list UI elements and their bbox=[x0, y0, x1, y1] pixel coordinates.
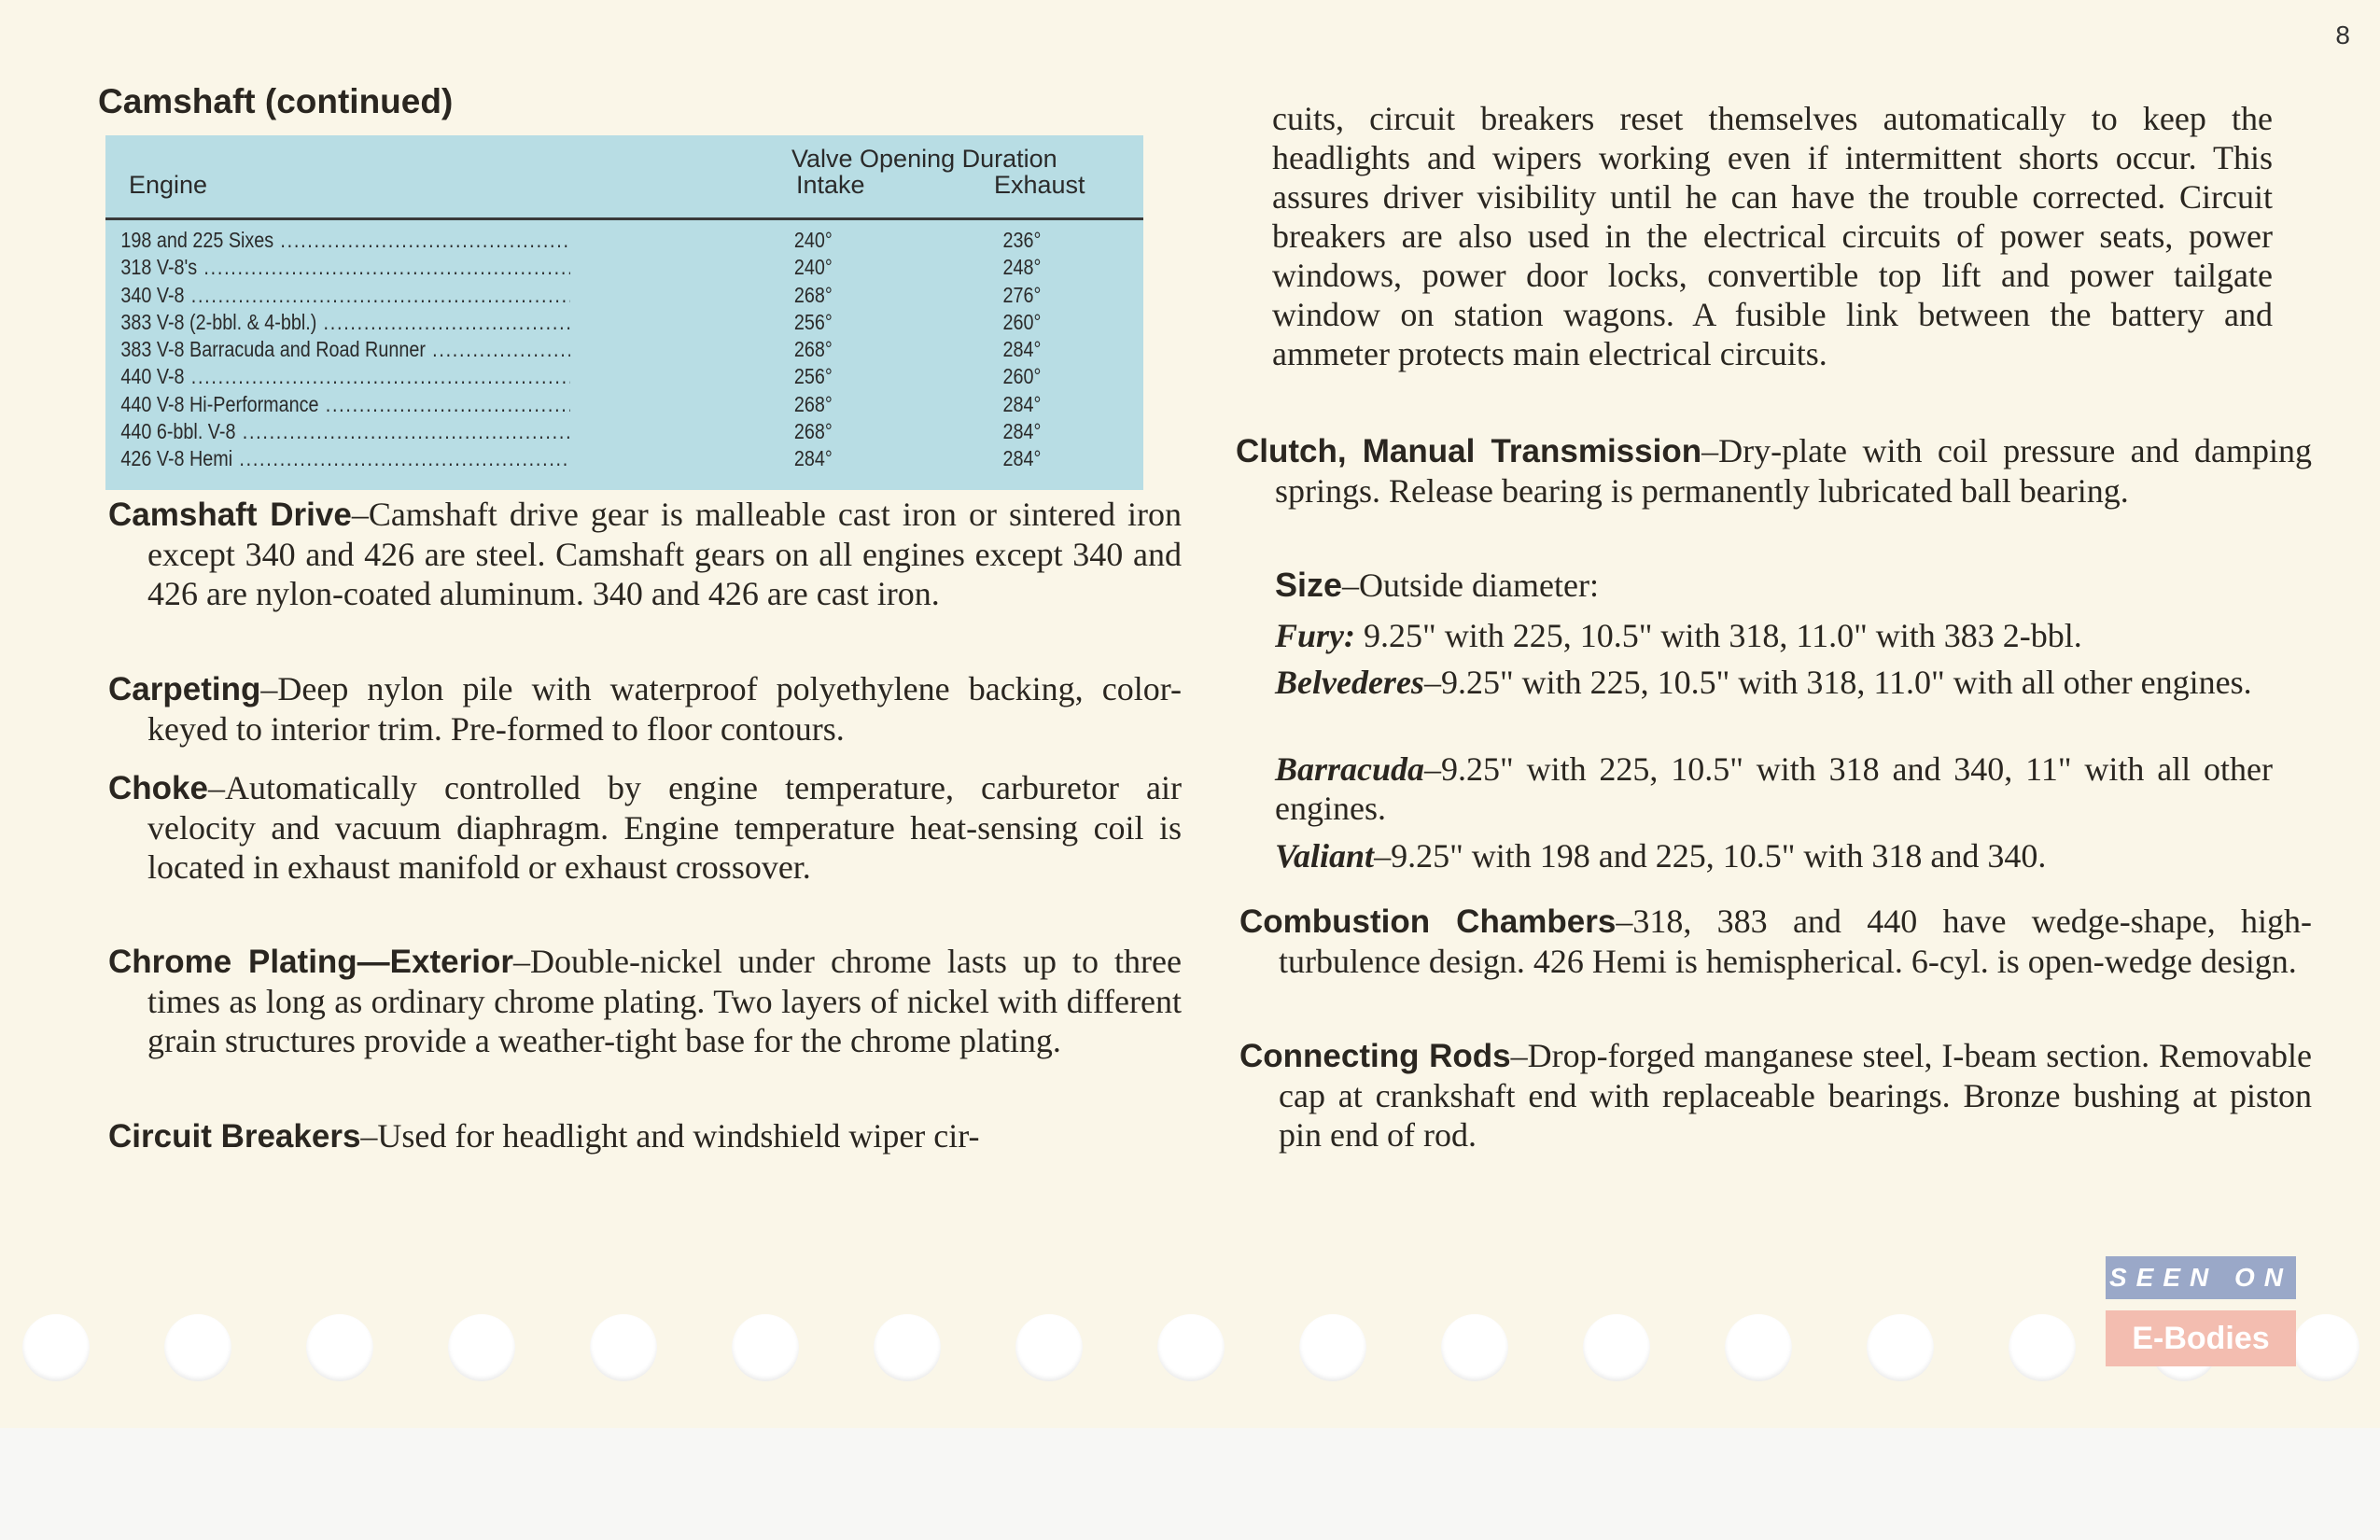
table-row bbox=[105, 419, 1141, 446]
entry-carpeting bbox=[108, 669, 1182, 749]
binder-hole bbox=[164, 1314, 231, 1381]
intake-cell: 240° bbox=[793, 255, 833, 280]
binder-hole bbox=[1583, 1314, 1650, 1381]
table-row bbox=[105, 283, 1141, 310]
entry-term: Connecting Rods bbox=[1239, 1038, 1511, 1074]
intake-cell: 240° bbox=[793, 228, 833, 252]
binder-hole bbox=[732, 1314, 799, 1381]
col-engine-header: Engine bbox=[129, 171, 208, 199]
intake-cell: 268° bbox=[793, 391, 833, 416]
intake-cell: 256° bbox=[793, 364, 833, 389]
entry-text: –Outside diameter: bbox=[1342, 567, 1599, 604]
entry-circuit-continued: cuits, circuit breakers reset themselves automatically to keep the headlights and wipers working even if intermittent shorts occur. This assures driver visibility until he can have the trouble corrected. Circuit breakers are also used in the electrical circuits of power seats, power windows, power door locks, convertible top lift and power tailgate window on station wagons. A fusible link between the battery and ammeter protects main electrical circuits. bbox=[1272, 100, 2273, 372]
entry-term: Size bbox=[1275, 566, 1343, 604]
engine-cell: 383 V-8 Barracuda and Road Runner ..... bbox=[120, 337, 570, 362]
entry-text: –Deep nylon pile with waterproof polyethylene backing, color-keyed to interior trim. Pre-formed to floor contours. bbox=[147, 670, 1182, 748]
entry-size bbox=[1275, 566, 2273, 605]
scan-margin bbox=[0, 1428, 2380, 1540]
entry-text: –Drop-forged manganese steel, I-beam section. Removable cap at crankshaft end with replaceable bearings. Bronze bushing at piston pin end of rod. bbox=[1279, 1037, 2312, 1154]
entry-term: Circuit Breakers bbox=[108, 1118, 361, 1155]
table-header bbox=[105, 135, 1143, 220]
entry-term: Fury: bbox=[1275, 617, 1356, 654]
entry-text: –9.25" with 198 and 225, 10.5" with 318 and 340. bbox=[1374, 837, 2047, 875]
entry-term: Choke bbox=[108, 770, 208, 806]
binder-hole bbox=[1441, 1314, 1508, 1381]
entry-text: –Dry-plate with coil pressure and damping springs. Release bearing is permanently lubricated ball bearing. bbox=[1275, 432, 2312, 510]
entry-circuit-breakers bbox=[108, 1116, 1182, 1156]
col-exhaust-header: Exhaust bbox=[994, 171, 1085, 199]
engine-cell: 383 V-8 (2-bbl. & 4-bbl.) ..... bbox=[120, 310, 570, 335]
binder-hole bbox=[1725, 1314, 1792, 1381]
entry-camshaft-drive bbox=[108, 495, 1182, 613]
exhaust-cell: 284° bbox=[1002, 337, 1042, 362]
binder-hole bbox=[1299, 1314, 1366, 1381]
entry-term: Clutch, Manual Transmission bbox=[1236, 433, 1702, 469]
entry-chrome-plating bbox=[108, 942, 1182, 1060]
exhaust-cell: 248° bbox=[1002, 255, 1042, 280]
engine-cell: 440 V-8 Hi-Performance ..... bbox=[120, 392, 570, 417]
table-row bbox=[105, 446, 1141, 473]
table-row bbox=[105, 310, 1141, 337]
entry-term: Carpeting bbox=[108, 671, 261, 707]
binder-hole bbox=[2009, 1314, 2076, 1381]
watermark-top: SEEN ON bbox=[2106, 1256, 2296, 1299]
watermark-badge bbox=[2106, 1256, 2296, 1374]
binder-hole bbox=[306, 1314, 373, 1381]
entry-text: –9.25" with 225, 10.5" with 318, 11.0" with all other engines. bbox=[1423, 664, 2252, 701]
table-row bbox=[105, 337, 1141, 364]
entry-barracuda bbox=[1275, 749, 2273, 828]
exhaust-cell: 284° bbox=[1002, 446, 1042, 471]
entry-connecting-rods bbox=[1239, 1036, 2312, 1155]
exhaust-cell: 236° bbox=[1002, 228, 1042, 252]
section-title: Camshaft (continued) bbox=[98, 82, 454, 120]
engine-cell: 440 6-bbl. V-8 ..... bbox=[120, 419, 570, 444]
intake-cell: 268° bbox=[793, 282, 833, 307]
binder-hole bbox=[2292, 1314, 2359, 1381]
entry-term: Barracuda bbox=[1275, 750, 1425, 788]
entry-text: –Double-nickel under chrome lasts up to three times as long as ordinary chrome plating. Two layers of nickel with different grain structures provide a weather-tight base for the chrome plating. bbox=[147, 943, 1183, 1059]
engine-cell: 198 and 225 Sixes ..... bbox=[120, 228, 570, 253]
engine-cell: 318 V-8's ..... bbox=[120, 255, 570, 280]
intake-cell: 268° bbox=[793, 337, 833, 362]
binder-hole bbox=[1015, 1314, 1083, 1381]
entry-text: –Used for headlight and windshield wiper cir- bbox=[360, 1117, 980, 1155]
entry-term: Valiant bbox=[1275, 837, 1375, 875]
binder-hole bbox=[590, 1314, 657, 1381]
table-body bbox=[105, 228, 1143, 474]
binder-hole bbox=[22, 1314, 90, 1381]
entry-fury bbox=[1275, 616, 2273, 655]
intake-cell: 256° bbox=[793, 309, 833, 334]
camshaft-table bbox=[105, 135, 1143, 490]
exhaust-cell: 260° bbox=[1002, 364, 1042, 389]
entry-text: –Automatically controlled by engine temperature, carburetor air velocity and vacuum diaphragm. Engine temperature heat-sensing coil is located in exhaust manifold or exhaust crossover. bbox=[147, 769, 1182, 886]
entry-clutch bbox=[1236, 431, 2312, 511]
engine-cell: 440 V-8 ..... bbox=[120, 364, 570, 389]
binder-hole bbox=[874, 1314, 941, 1381]
entry-valiant bbox=[1275, 836, 2273, 875]
col-group-header: Valve Opening Duration bbox=[791, 145, 1057, 173]
entry-term: Chrome Plating—Exterior bbox=[108, 944, 513, 980]
entry-choke bbox=[108, 768, 1182, 887]
entry-belvederes bbox=[1275, 663, 2273, 702]
entry-text: 9.25" with 225, 10.5" with 318, 11.0" with 383 2-bbl. bbox=[1355, 617, 2082, 654]
exhaust-cell: 260° bbox=[1002, 309, 1042, 334]
engine-cell: 340 V-8 ..... bbox=[120, 283, 570, 308]
intake-cell: 284° bbox=[793, 446, 833, 471]
table-row bbox=[105, 364, 1141, 391]
entry-text: –9.25" with 225, 10.5" with 318 and 340, 11" with all other engines. bbox=[1275, 750, 2273, 827]
table-row bbox=[105, 228, 1141, 255]
entry-text: –318, 383 and 440 have wedge-shape, high-turbulence design. 426 Hemi is hemispherical. 6-cyl. is open-wedge design. bbox=[1279, 903, 2312, 980]
exhaust-cell: 276° bbox=[1002, 282, 1042, 307]
binder-hole bbox=[1867, 1314, 1934, 1381]
exhaust-cell: 284° bbox=[1002, 391, 1042, 416]
page-number: 8 bbox=[2335, 21, 2350, 49]
entry-term: Combustion Chambers bbox=[1239, 903, 1617, 940]
entry-text: –Camshaft drive gear is malleable cast iron or sintered iron except 340 and 426 are steel. Camshaft gears on all engines except 340 and 426 are nylon-coated aluminum. 340 and 426 are cast iron. bbox=[147, 496, 1182, 612]
entry-combustion-chambers bbox=[1239, 902, 2312, 981]
table-row bbox=[105, 392, 1141, 419]
intake-cell: 268° bbox=[793, 419, 833, 444]
binder-hole bbox=[448, 1314, 515, 1381]
watermark-logo: E-Bodies bbox=[2106, 1310, 2296, 1366]
entry-term: Belvederes bbox=[1275, 664, 1424, 701]
col-intake-header: Intake bbox=[796, 171, 865, 199]
engine-cell: 426 V-8 Hemi ..... bbox=[120, 446, 570, 471]
entry-term: Camshaft Drive bbox=[108, 497, 352, 533]
binder-hole bbox=[1157, 1314, 1225, 1381]
exhaust-cell: 284° bbox=[1002, 419, 1042, 444]
table-row bbox=[105, 255, 1141, 282]
